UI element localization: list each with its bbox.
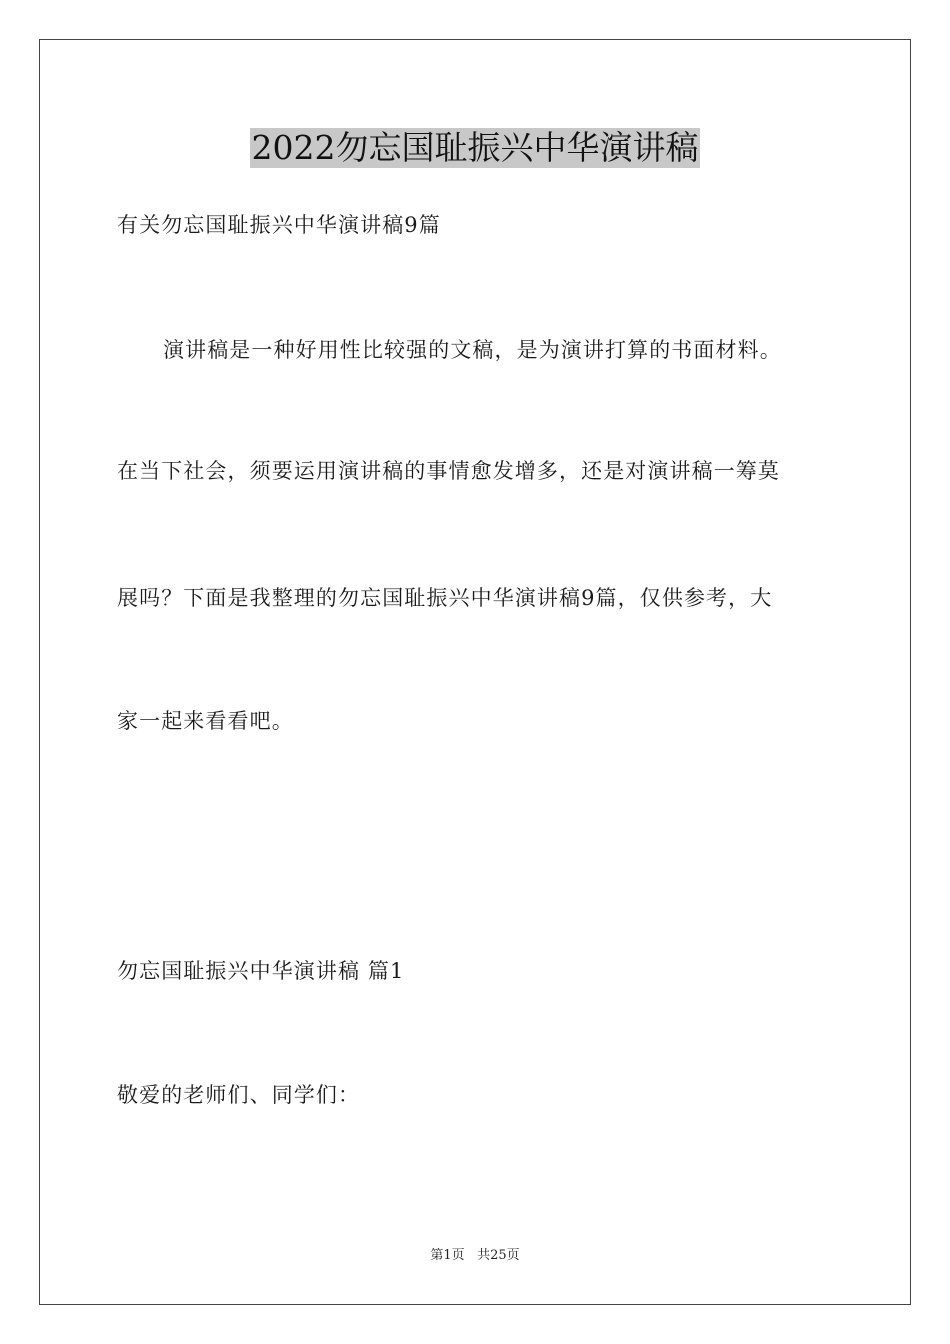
salutation: 敬爱的老师们、同学们： <box>117 1083 361 1107</box>
intro-line-2: 在当下社会，须要运用演讲稿的事情愈发增多，还是对演讲稿一筹莫 <box>117 459 780 483</box>
document-title: 2022勿忘国耻振兴中华演讲稿 <box>251 128 699 167</box>
title-container <box>0 128 950 168</box>
page-footer <box>0 1247 950 1265</box>
intro-line-4: 家一起来看看吧。 <box>117 709 294 733</box>
page-number: 第1页 <box>430 1248 465 1263</box>
page-total: 共25页 <box>477 1248 520 1263</box>
section-heading: 勿忘国耻振兴中华演讲稿 篇1 <box>117 959 405 983</box>
intro-line-1: 演讲稿是一种好用性比较强的文稿，是为演讲打算的书面材料。 <box>163 338 782 362</box>
intro-line-3: 展吗？下面是我整理的勿忘国耻振兴中华演讲稿9篇，仅供参考，大 <box>117 586 773 610</box>
document-subtitle: 有关勿忘国耻振兴中华演讲稿9篇 <box>117 213 441 237</box>
